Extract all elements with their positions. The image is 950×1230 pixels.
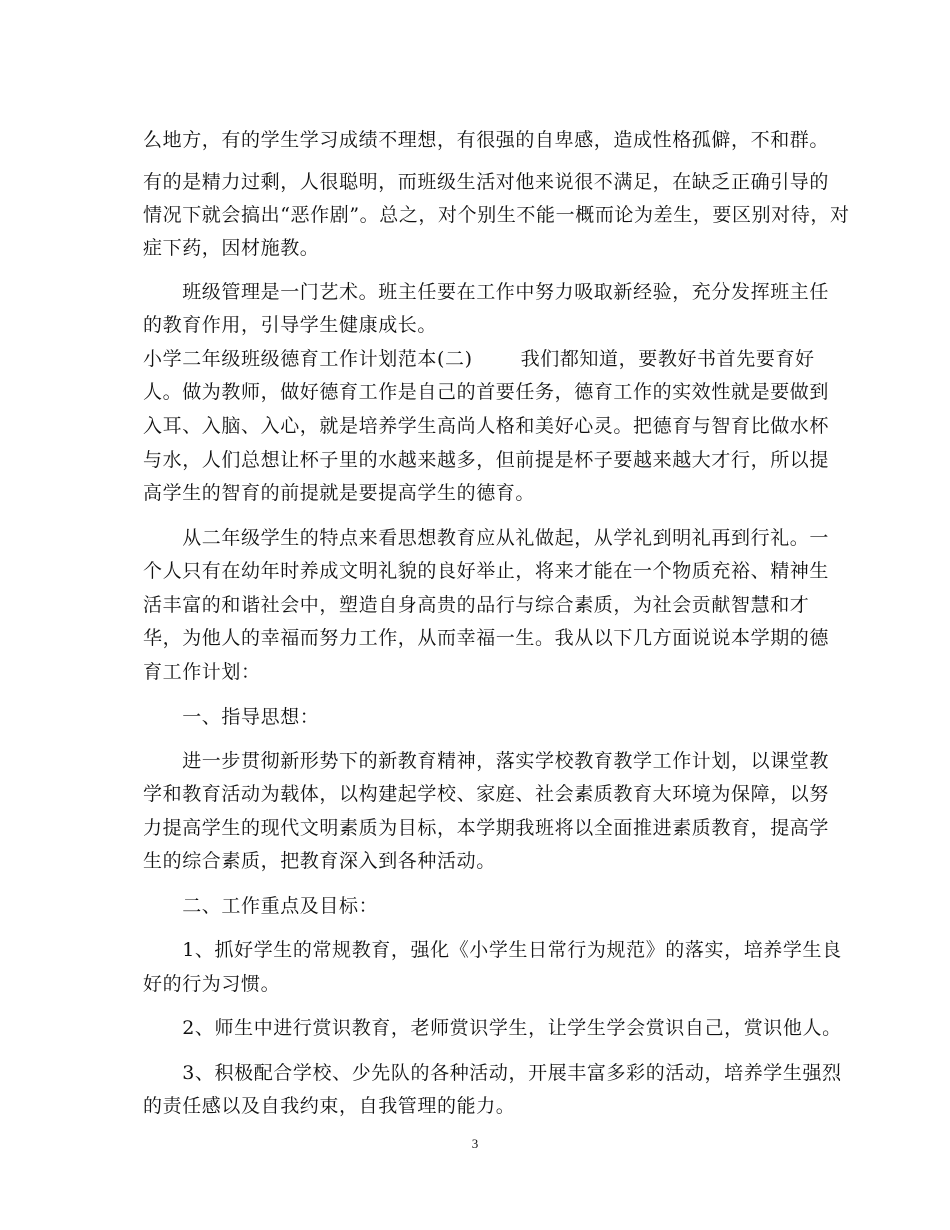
- text-line: 生的综合素质，把教育深入到各种活动。: [143, 850, 496, 872]
- text-line: 力提高学生的现代文明素质为目标，本学期我班将以全面推进素质教育，提高学: [143, 817, 830, 839]
- text-line: 班级管理是一门艺术。班主任要在工作中努力吸取新经验，充分发挥班主任: [143, 281, 830, 303]
- text-line: 人。做为教师，做好德育工作是自己的首要任务，德育工作的实效性就是要做到: [143, 381, 830, 403]
- text-line: 么地方，有的学生学习成绩不理想，有很强的自卑感，造成性格孤僻，不和群。: [143, 129, 830, 151]
- text-line: 从二年级学生的特点来看思想教育应从礼做起，从学礼到明礼再到行礼。一: [143, 527, 830, 549]
- text-line: 一、指导思想：: [143, 706, 320, 728]
- section-heading-line: [143, 347, 813, 371]
- text-line: 2、师生中进行赏识教育，老师赏识学生，让学生学会赏识自己，赏识他人。: [143, 1017, 842, 1039]
- text-line: 高学生的智育的前提就是要提高学生的德育。: [143, 482, 536, 504]
- text-line: 入耳、入脑、入心，就是培养学生高尚人格和美好心灵。把德育与智育比做水杯: [143, 415, 830, 437]
- text-line: 的教育作用，引导学生健康成长。: [143, 314, 438, 336]
- text-line: 症下药，因材施教。: [143, 237, 320, 259]
- text-line: 活丰富的和谐社会中，塑造自身高贵的品行与综合素质，为社会贡献智慧和才: [143, 594, 810, 616]
- page-number: 3: [471, 1136, 479, 1151]
- text-line: 华，为他人的幸福而努力工作，从而幸福一生。我从以下几方面说说本学期的德: [143, 627, 830, 649]
- text-line: 个人只有在幼年时养成文明礼貌的良好举止，将来才能在一个物质充裕、精神生: [143, 560, 830, 582]
- text-line: 学和教育活动为载体，以构建起学校、家庭、社会素质教育大环境为保障，以努: [143, 783, 830, 805]
- text-line: 我们都知道，要教好书首先要育好: [520, 348, 815, 370]
- text-line: 1、抓好学生的常规教育，强化《小学生日常行为规范》的落实，培养学生良: [143, 939, 842, 961]
- section-heading: 小学二年级班级德育工作计划范本(二): [143, 348, 473, 370]
- text-line: 有的是精力过剩，人很聪明，而班级生活对他来说很不满足，在缺乏正确引导的: [143, 171, 830, 193]
- text-line: 的责任感以及自我约束，自我管理的能力。: [143, 1095, 516, 1117]
- text-line: 好的行为习惯。: [143, 973, 281, 995]
- text-line: 3、积极配合学校、少先队的各种活动，开展丰富多彩的活动，培养学生强烈: [143, 1062, 842, 1084]
- text-line: 二、工作重点及目标：: [143, 895, 379, 917]
- text-line: 与水，人们总想让杯子里的水越来越多，但前提是杯子要越来越大才行，所以提: [143, 449, 830, 471]
- text-line: 育工作计划：: [143, 661, 261, 683]
- text-line: 进一步贯彻新形势下的新教育精神，落实学校教育教学工作计划，以课堂教: [143, 750, 830, 772]
- text-line: 情况下就会搞出“恶作剧”。总之，对个别生不能一概而论为差生，要区别对待，对: [143, 204, 850, 226]
